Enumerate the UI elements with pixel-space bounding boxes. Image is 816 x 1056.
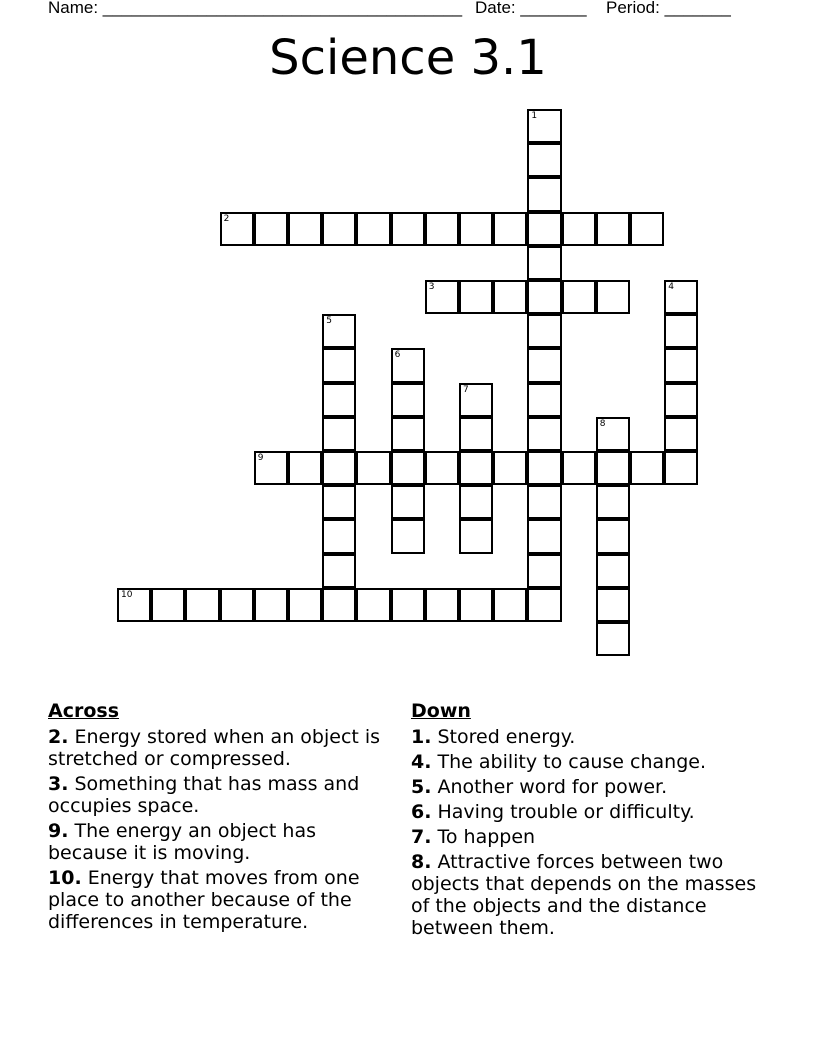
grid-cell[interactable] [527,314,561,348]
clue-num: 3. [48,773,69,795]
grid-cell[interactable] [664,417,698,451]
grid-cell[interactable] [459,280,493,314]
across-heading: Across [48,700,120,722]
clue-number: 10 [121,589,133,600]
grid-cell[interactable] [425,280,459,314]
clue-num: 2. [48,726,69,748]
grid-cell[interactable] [562,451,596,485]
grid-cell[interactable] [527,177,561,211]
grid-cell[interactable] [459,451,493,485]
grid-cell[interactable] [596,485,630,519]
clue-num: 6. [411,801,432,823]
grid-cell[interactable] [151,588,185,622]
grid-cell[interactable] [596,588,630,622]
clue-num: 9. [48,820,69,842]
grid-cell[interactable] [664,451,698,485]
clue-number: 8 [599,418,606,429]
grid-cell[interactable] [391,519,425,553]
grid-cell[interactable] [459,417,493,451]
clue-number: 6 [394,350,401,361]
grid-cell[interactable] [596,212,630,246]
grid-cell[interactable] [288,212,322,246]
grid-cell[interactable] [459,485,493,519]
grid-cell[interactable] [322,519,356,553]
grid-cell[interactable] [630,212,664,246]
grid-cell[interactable] [493,451,527,485]
grid-cell[interactable] [322,383,356,417]
grid-cell[interactable] [596,554,630,588]
grid-cell[interactable] [527,109,561,143]
grid-cell[interactable] [425,212,459,246]
grid-cell[interactable] [562,280,596,314]
down-clue [411,826,761,848]
grid-cell[interactable] [596,519,630,553]
grid-cell[interactable] [391,417,425,451]
page-title: Science 3.1 [269,30,547,86]
grid-cell[interactable] [288,588,322,622]
down-clue [411,776,761,798]
grid-cell[interactable] [493,280,527,314]
grid-cell[interactable] [425,451,459,485]
grid-cell[interactable] [459,212,493,246]
grid-cell[interactable] [664,383,698,417]
down-clue [411,851,761,939]
grid-cell[interactable] [391,212,425,246]
grid-cell[interactable] [459,588,493,622]
grid-cell[interactable] [527,417,561,451]
grid-cell[interactable] [288,451,322,485]
clue-number: 3 [428,282,435,292]
down-clue [411,726,761,748]
clue-num: 10. [48,867,82,889]
grid-cell[interactable] [254,212,288,246]
grid-cell[interactable] [356,588,390,622]
grid-cell[interactable] [527,383,561,417]
grid-cell[interactable] [527,451,561,485]
clue-number: 5 [326,316,332,327]
grid-cell[interactable] [185,588,219,622]
clue-num: 4. [411,751,432,773]
grid-cell[interactable] [527,246,561,280]
clue-text: To happen [431,826,536,848]
grid-cell[interactable] [527,519,561,553]
grid-cell[interactable] [527,212,561,246]
grid-cell[interactable] [596,451,630,485]
down-clues [411,700,761,942]
grid-cell[interactable] [596,417,630,451]
grid-cell[interactable] [459,383,493,417]
grid-cell[interactable] [254,451,288,485]
grid-cell[interactable] [493,588,527,622]
clue-num: 8. [411,851,432,873]
down-clue [411,751,761,773]
period-field[interactable]: Period: _______ [606,0,731,17]
grid-cell[interactable] [322,212,356,246]
grid-cell[interactable] [527,348,561,382]
grid-cell[interactable] [664,280,698,314]
clue-text: Something that has mass and occupies space. [48,773,360,817]
clue-text: Having trouble or difficulty. [431,801,695,823]
grid-cell[interactable] [356,451,390,485]
grid-cell[interactable] [630,451,664,485]
grid-cell[interactable] [322,485,356,519]
across-clue [48,820,388,864]
grid-cell[interactable] [596,280,630,314]
grid-cell[interactable] [493,212,527,246]
grid-cell[interactable] [322,314,356,348]
grid-cell[interactable] [220,588,254,622]
grid-cell[interactable] [664,314,698,348]
clue-number: 9 [257,453,264,463]
grid-cell[interactable] [391,451,425,485]
grid-cell[interactable] [596,622,630,656]
clue-number: 1 [531,111,538,121]
grid-cell[interactable] [117,588,151,622]
across-clue [48,773,388,817]
clue-text: Energy stored when an object is stretched or compressed. [48,726,381,770]
across-clue [48,867,388,933]
grid-cell[interactable] [391,383,425,417]
clue-text: Attractive forces between two objects that depends on the masses of the objects and the distance between them. [411,851,757,939]
grid-cell[interactable] [322,451,356,485]
grid-cell[interactable] [391,588,425,622]
grid-cell[interactable] [527,554,561,588]
clue-number: 4 [668,282,674,292]
grid-cell[interactable] [459,519,493,553]
grid-cell[interactable] [322,417,356,451]
across-clues [48,700,388,936]
grid-cell[interactable] [322,554,356,588]
grid-cell[interactable] [254,588,288,622]
grid-cell[interactable] [391,348,425,382]
clue-num: 5. [411,776,432,798]
name-field[interactable]: Name: ______________________________________ [48,0,463,17]
clue-text: The energy an object has because it is moving. [48,820,317,864]
grid-cell[interactable] [527,485,561,519]
grid-cell[interactable] [391,485,425,519]
clue-text: The ability to cause change. [431,751,706,773]
date-field[interactable]: Date: _______ [475,0,587,17]
down-heading: Down [411,700,471,722]
grid-cell[interactable] [527,280,561,314]
grid-cell[interactable] [664,348,698,382]
clue-text: Another word for power. [431,776,668,798]
across-clue [48,726,388,770]
grid-cell[interactable] [220,212,254,246]
clue-number: 7 [463,384,469,395]
grid-cell[interactable] [322,348,356,382]
clue-number: 2 [223,213,230,224]
clue-num: 7. [411,826,432,848]
clue-text: Stored energy. [431,726,576,748]
grid-cell[interactable] [562,212,596,246]
clue-num: 1. [411,726,432,748]
grid-cell[interactable] [527,588,561,622]
grid-cell[interactable] [425,588,459,622]
grid-cell[interactable] [356,212,390,246]
grid-cell[interactable] [527,143,561,177]
grid-cell[interactable] [322,588,356,622]
clue-text: Energy that moves from one place to another because of the differences in temperature. [48,867,360,933]
down-clue [411,801,761,823]
